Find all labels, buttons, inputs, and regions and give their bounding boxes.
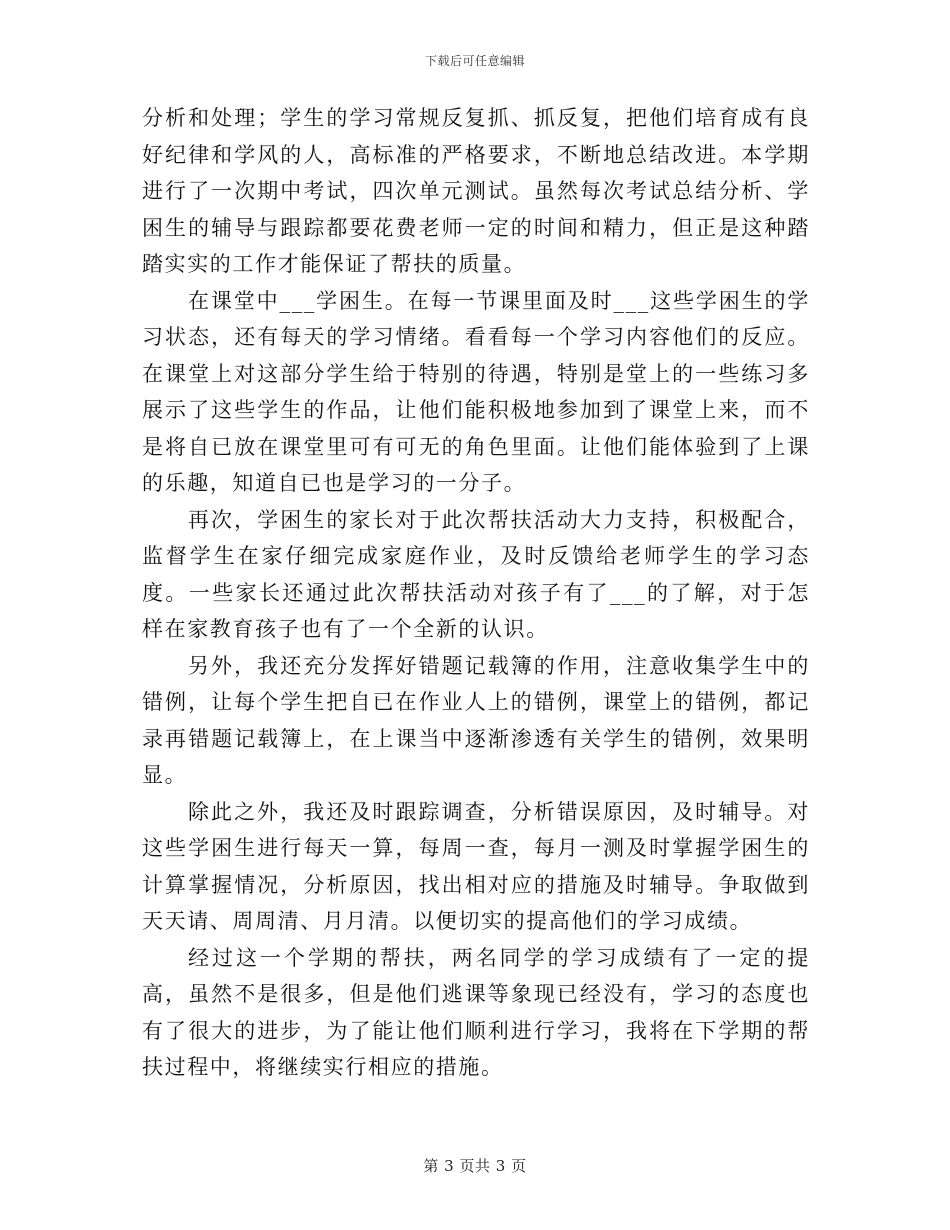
page-header: 下载后可任意编辑 (424, 54, 525, 68)
paragraph-error-notebook: 另外，我还充分发挥好错题记载簿的作用，注意收集学生中的错例，让每个学生把自已在作业人上的错例，课堂上的错例，都记录再错题记载簿上，在上课当中逐渐渗透有关学生的错例，效果明显。 (142, 653, 810, 787)
paragraph-parents: 再次，学困生的家长对于此次帮扶活动大力支持，积极配合，监督学生在家仔细完成家庭作业，及时反馈给老师学生的学习态度。一些家长还通过此次帮扶活动对孩子有了___的了解，对于怎样在家教育孩子也有了一个全新的认识。 (142, 507, 810, 641)
page-footer: 第 3 页共 3 页 (423, 1157, 527, 1175)
paragraph-conclusion: 经过这一个学期的帮扶，两名同学的学习成绩有了一定的提高，虽然不是很多，但是他们逃课等象现已经没有，学习的态度也有了很大的进步，为了能让他们顺利进行学习，我将在下学期的帮扶过程中，将继续实行相应的措施。 (142, 945, 810, 1079)
document-body (142, 100, 810, 1086)
paragraph-continued: 分析和处理；学生的学习常规反复抓、抓反复，把他们培育成有良好纪律和学风的人，高标准的严格要求，不断地总结改进。本学期进行了一次期中考试，四次单元测试。虽然每次考试总结分析、学困生的辅导与跟踪都要花费老师一定的时间和精力，但正是这种踏踏实实的工作才能保证了帮扶的质量。 (142, 106, 810, 276)
paragraph-classroom: 在课堂中___学困生。在每一节课里面及时___这些学困生的学习状态，还有每天的学习情绪。看看每一个学习内容他们的反应。在课堂上对这部分学生给于特别的待遇，特别是堂上的一些练习多展示了这些学生的作品，让他们能积极地参加到了课堂上来，而不是将自已放在课堂里可有可无的角色里面。让他们能体验到了上课的乐趣，知道自已也是学习的一分子。 (142, 288, 810, 495)
paragraph-tracking: 除此之外，我还及时跟踪调查，分析错误原因，及时辅导。对这些学困生进行每天一算，每周一查，每月一测及时掌握学困生的计算掌握情况，分析原因，找出相对应的措施及时辅导。争取做到天天请、周周清、月月清。以便切实的提高他们的学习成绩。 (142, 799, 810, 933)
